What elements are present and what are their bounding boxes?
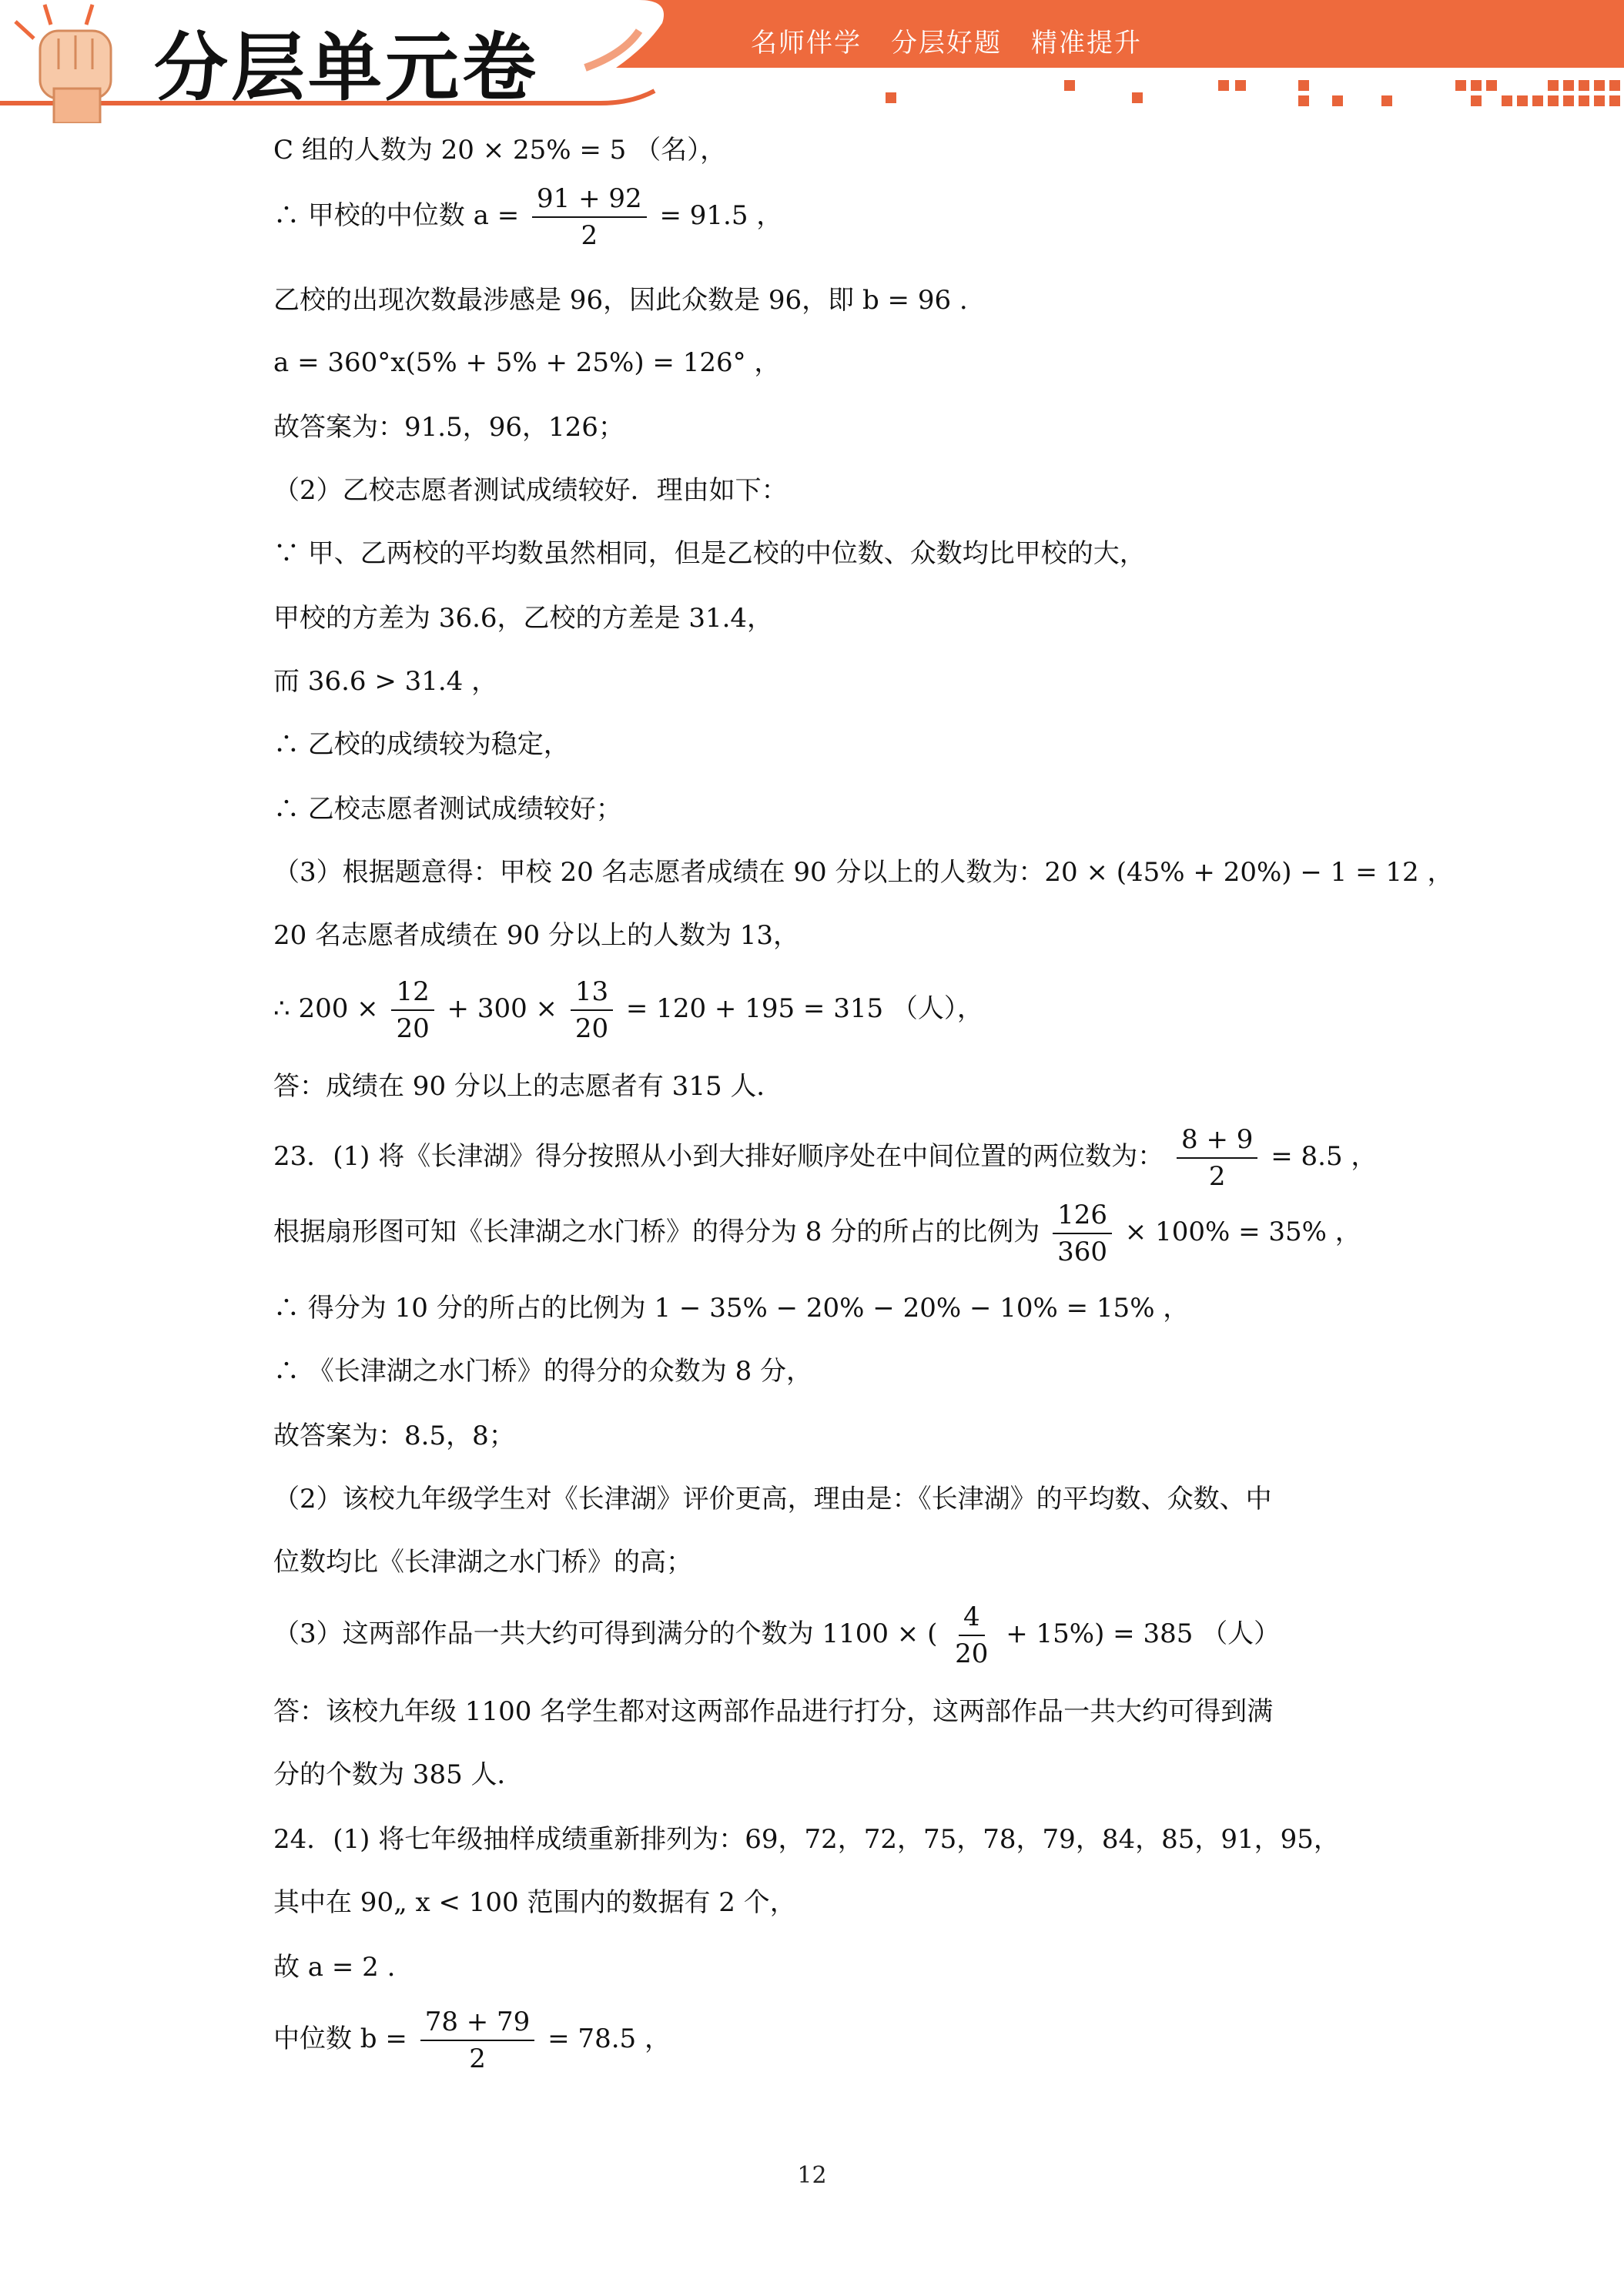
text-line: 20 名志愿者成绩在 90 分以上的人数为 13， xyxy=(273,920,800,951)
q23-line xyxy=(273,1122,1377,1194)
header-slogan xyxy=(751,22,1142,59)
text-line: ∴ 乙校志愿者测试成绩较好； xyxy=(273,794,622,825)
text-span: = 78.5 ， xyxy=(547,2023,671,2054)
text-line: 分的个数为 385 人． xyxy=(273,1759,524,1790)
numerator: 12 xyxy=(391,974,434,1011)
text-span: ∴ 甲校的中位数 a = xyxy=(273,200,520,231)
numerator: 126 xyxy=(1053,1197,1112,1234)
numerator: 13 xyxy=(571,974,613,1011)
ratio-line xyxy=(273,1197,1361,1270)
numerator: 91 + 92 xyxy=(532,181,647,218)
text-line: C 组的人数为 20 × 25% = 5 （名）， xyxy=(273,135,727,166)
text-line: 答：该校九年级 1100 名学生都对这两部作品进行打分，这两部作品一共大约可得到满 xyxy=(273,1696,1274,1727)
text-line: 故 a = 2 . xyxy=(273,1952,396,1983)
text-line: 甲校的方差为 36.6，乙校的方差是 31.4， xyxy=(273,603,774,634)
fraction xyxy=(950,1599,993,1672)
text-line: 而 36.6 > 31.4 ， xyxy=(273,666,498,697)
text-span: 23．(1) 将《长津湖》得分按照从小到大排好顺序处在中间位置的两位数为： xyxy=(273,1141,1164,1172)
text-span: + 15%) = 385 （人） xyxy=(1006,1618,1281,1649)
text-span: = 120 + 195 = 315 （人）， xyxy=(625,993,983,1024)
text-line: 答：成绩在 90 分以上的志愿者有 315 人． xyxy=(273,1071,783,1102)
text-line: 位数均比《长津湖之水门桥》的高； xyxy=(273,1547,692,1578)
text-line: （3）根据题意得：甲校 20 名志愿者成绩在 90 分以上的人数为：20 × (45% + 20%) − 1 = 12 ， xyxy=(273,857,1454,888)
denominator: 2 xyxy=(581,220,598,251)
fraction xyxy=(571,974,613,1046)
text-line: 故答案为：8.5，8； xyxy=(273,1421,515,1451)
denominator: 2 xyxy=(469,2043,486,2074)
denominator: 20 xyxy=(955,1638,989,1669)
text-span: = 8.5 ， xyxy=(1271,1141,1378,1172)
text-line: ∴ 乙校的成绩较为稳定， xyxy=(273,729,570,760)
fraction xyxy=(1177,1122,1257,1194)
denominator: 2 xyxy=(1208,1161,1226,1192)
text-span: = 91.5 ， xyxy=(659,200,783,231)
denominator: 360 xyxy=(1057,1237,1107,1267)
median-b-line xyxy=(273,2004,671,2077)
text-line: ∵ 甲、乙两校的平均数虽然相同，但是乙校的中位数、众数均比甲校的大， xyxy=(273,538,1146,569)
full-score-line xyxy=(273,1599,1280,1672)
text-line: ∴ 得分为 10 分的所占的比例为 1 − 35% − 20% − 20% − 10% = 15% ， xyxy=(273,1293,1190,1324)
text-line: （2）该校九年级学生对《长津湖》评价更高，理由是：《长津湖》的平均数、众数、中 xyxy=(273,1484,1272,1514)
fraction xyxy=(532,181,647,253)
text-span: ∴ 200 × xyxy=(273,993,379,1024)
text-span: 中位数 b = xyxy=(273,2023,407,2054)
count-calc-line xyxy=(273,974,983,1046)
text-line: 24．(1) 将七年级抽样成绩重新排列为：69，72，72，75，78，79，84，85，91，95， xyxy=(273,1824,1340,1855)
text-span: + 300 × xyxy=(447,993,558,1024)
text-span: 根据扇形图可知《长津湖之水门桥》的得分为 8 分的所占的比例为 xyxy=(273,1217,1040,1247)
slogan-item: 精准提升 xyxy=(1031,28,1142,59)
text-line: ∴ 《长津湖之水门桥》的得分的众数为 8 分， xyxy=(273,1356,813,1387)
fraction xyxy=(420,2004,535,2077)
text-line: 故答案为：91.5，96，126； xyxy=(273,412,624,443)
slogan-item: 分层好题 xyxy=(891,28,1002,59)
numerator: 78 + 79 xyxy=(420,2004,535,2041)
page-header xyxy=(0,0,1624,123)
denominator: 20 xyxy=(574,1013,609,1044)
text-line: 乙校的出现次数最涉感是 96，因此众数是 96，即 b = 96 . xyxy=(273,285,968,316)
text-span: （3）这两部作品一共大约可得到满分的个数为 1100 × ( xyxy=(273,1618,938,1649)
page-number: 12 xyxy=(797,2162,827,2189)
text-line: a = 360°x(5% + 5% + 25%) = 126° ， xyxy=(273,347,781,378)
numerator: 8 + 9 xyxy=(1177,1122,1257,1159)
text-line: （2）乙校志愿者测试成绩较好．理由如下： xyxy=(273,475,788,506)
denominator: 20 xyxy=(396,1013,430,1044)
fraction xyxy=(1053,1197,1112,1270)
text-span: × 100% = 35% ， xyxy=(1124,1217,1361,1247)
decorative-squares xyxy=(886,80,1620,106)
slogan-item: 名师伴学 xyxy=(751,28,862,59)
numerator: 4 xyxy=(959,1599,985,1636)
brand-title: 分层单元卷 xyxy=(154,25,539,111)
fraction xyxy=(391,974,434,1046)
median-a-line xyxy=(273,181,782,253)
text-line: 其中在 90„ x < 100 范围内的数据有 2 个， xyxy=(273,1887,796,1918)
